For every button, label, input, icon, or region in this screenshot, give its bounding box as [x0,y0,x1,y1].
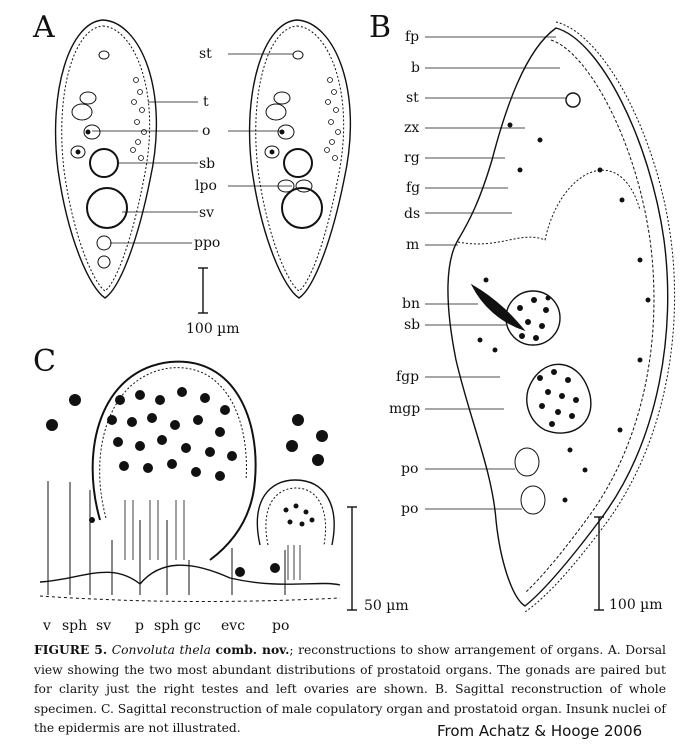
label-a-st: st [199,46,212,62]
label-c-po: po [272,618,290,634]
label-c-v: v [43,618,51,634]
label-b-fg: fg [406,180,421,196]
label-b-m: m [406,237,420,253]
caption-figure-number: FIGURE 5. [34,642,108,657]
panel-a-drawing-left [56,20,157,298]
label-b-fgp: fgp [396,369,420,385]
panel-letter-b: B [369,10,392,45]
label-a-o: o [202,123,211,139]
scale-bar-b [594,517,604,610]
scale-label-a: 100 µm [186,321,240,337]
scale-bar-a [198,268,208,313]
label-a-sb: sb [199,156,216,172]
caption-comb: comb. nov. [215,642,290,657]
panel-letter-a: A [33,10,55,45]
label-c-sph: sph [62,618,88,634]
label-a-sv: sv [199,205,215,221]
scale-label-c: 50 µm [364,598,409,614]
label-b-b: b [411,60,420,76]
panel-b-drawing [448,22,675,612]
label-b-zx: zx [404,120,420,136]
label-a-lpo: lpo [195,178,217,194]
label-b-st: st [406,90,419,106]
panel-c-drawing [40,362,340,602]
label-b-mgp: mgp [389,401,421,417]
label-a-t: t [203,94,209,110]
label-c-evc: evc [221,618,246,634]
source-credit: From Achatz & Hooge 2006 [437,722,643,740]
panel-c-granules [46,387,328,577]
label-c-sph-2: sph [154,618,180,634]
label-c-sv: sv [96,618,112,634]
scale-label-b: 100 µm [609,597,663,613]
label-b-po-lower: po [401,501,419,517]
label-b-po-upper: po [401,461,419,477]
panel-b-leaders [425,37,566,509]
label-b-bn: bn [402,296,420,312]
panel-a-leaders [92,54,293,243]
panel-letter-c: C [33,344,56,379]
scale-bar-c [347,507,357,610]
label-c-p: p [135,618,144,634]
label-c-gc: gc [184,618,201,634]
panel-a-drawing-right [250,20,351,298]
label-b-rg: rg [404,150,420,166]
label-b-sb: sb [404,317,421,333]
label-b-fp: fp [405,29,420,45]
caption-species: Convoluta thela [111,643,211,657]
label-b-ds: ds [404,206,421,222]
caption-text: ; reconstructions to show arrangement of organs. A. Dorsal view showing the two most abundant distributions of prostatoid organs. The gonads are paired but for clarity just the right testes and left ovaries are shown. B. Sagittal reconstruction of whole specimen. C. Sagittal reconstruction of male copulatory organ and prostatoid organ. Insunk nuclei of the epidermis are not illustrated. [34,643,666,735]
label-a-ppo: ppo [194,235,221,251]
